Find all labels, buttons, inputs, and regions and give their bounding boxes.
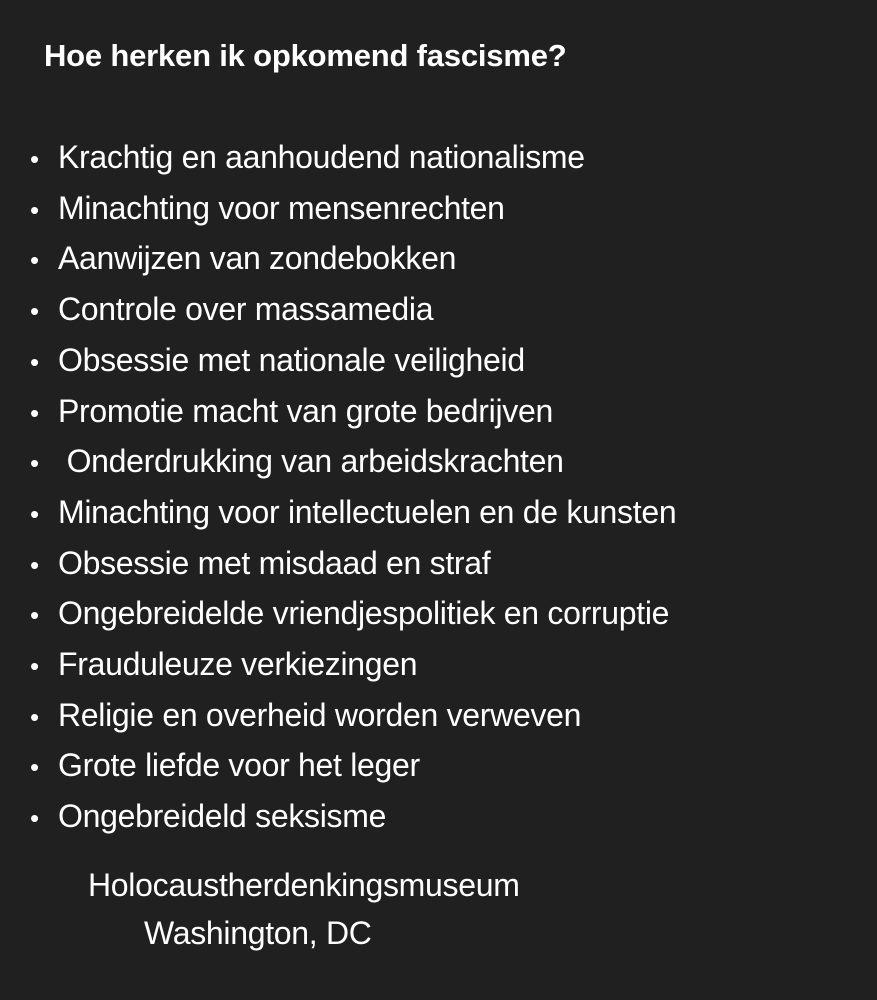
list-item [30, 285, 676, 336]
list-item-text: Aanwijzen van zondebokken [58, 240, 457, 277]
list-item-text: Ongebreidelde vriendjespolitiek en corruptie [58, 595, 670, 632]
list-item [30, 640, 676, 691]
list-item-text: Onderdrukking van arbeidskrachten [58, 443, 564, 480]
bullet-icon: • [30, 245, 39, 276]
bullet-icon: • [30, 651, 39, 682]
list-item [30, 336, 676, 387]
list-item [30, 133, 676, 184]
bullet-icon: • [30, 701, 39, 732]
list-item-text: Promotie macht van grote bedrijven [58, 392, 553, 429]
bullet-icon: • [30, 752, 39, 783]
list-item-text: Krachtig en aanhoudend nationalisme [58, 139, 585, 175]
list-item [30, 691, 676, 742]
list-item-text: Frauduleuze verkiezingen [58, 646, 418, 683]
list-item [30, 741, 676, 792]
source-location: Washington, DC [144, 915, 372, 951]
bullet-icon: • [30, 498, 39, 529]
list-item [30, 184, 676, 235]
bullet-icon: • [30, 194, 39, 225]
list-item-text: Religie en overheid worden verweven [58, 696, 582, 733]
bullet-icon: • [30, 397, 39, 428]
bullet-icon: • [30, 296, 39, 327]
bullet-icon: • [30, 600, 39, 631]
list-item-text: Ongebreideld seksisme [58, 798, 387, 835]
source-institution: Holocaustherdenkingsmuseum [88, 867, 520, 903]
list-item-text: Controle over massamedia [58, 291, 434, 328]
list-item [30, 539, 676, 590]
bullet-icon: • [30, 549, 39, 580]
list-item [30, 437, 676, 488]
bullet-icon: • [30, 448, 39, 479]
list-item-text: Obsessie met nationale veiligheid [58, 341, 525, 378]
sign-list [30, 133, 676, 843]
list-item [30, 488, 676, 539]
list-item-text: Minachting voor intellectuelen en de kunsten [58, 493, 677, 530]
list-item [30, 792, 676, 843]
bullet-icon: • [30, 803, 39, 834]
list-item-text: Grote liefde voor het leger [58, 747, 420, 784]
list-item [30, 387, 676, 438]
page-title: Hoe herken ik opkomend fascisme? [44, 38, 567, 73]
list-item-text: Obsessie met misdaad en straf [58, 544, 491, 581]
list-item [30, 589, 676, 640]
list-item-text: Minachting voor mensenrechten [58, 189, 505, 226]
list-item [30, 234, 676, 285]
bullet-icon: • [30, 346, 39, 377]
bullet-icon: • [30, 144, 39, 174]
